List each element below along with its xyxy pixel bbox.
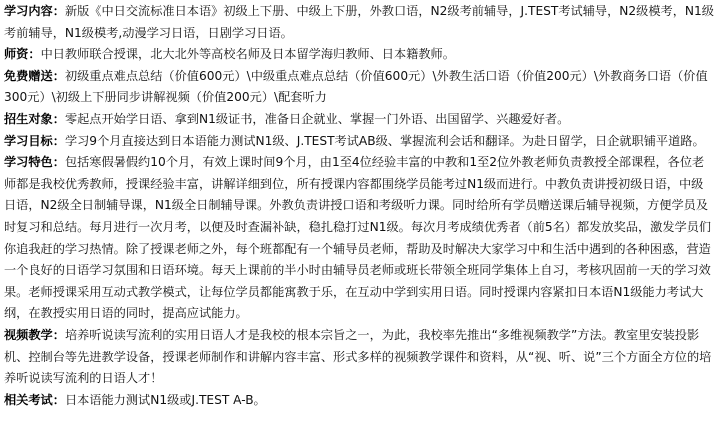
section-text: 中日教师联合授课，北大北外等高校名师及日本留学海归教师、日本籍教师。 — [40, 47, 455, 62]
section-label: 免费赠送： — [4, 68, 65, 83]
section-study-content — [4, 1, 715, 44]
section-text: 新版《中日交流标准日本语》初级上下册、中级上下册，外教口语，N2级考前辅导，J.TEST考试辅导，N2级模考，N1级考前辅导，N1级模考,动漫学习日语，日剧学习日语。 — [4, 4, 714, 40]
section-label: 师资： — [4, 47, 41, 62]
section-label: 相关考试： — [4, 392, 65, 407]
section-text: 日本语能力测试N1级或J.TEST A-B。 — [64, 392, 266, 407]
section-label: 学习特色： — [4, 155, 65, 170]
section-text: 培养听说读写流利的实用日语人才是我校的根本宗旨之一，为此，我校率先推出“多维视频教学”方法。教室里安装投影机、控制台等先进教学设备，授课老师制作和讲解内容丰富、形式多样的视频教学课件和资料，从“视、听、说”三个方面全方位的培养听说读写流利的日语人才！ — [4, 327, 712, 386]
section-label: 学习内容： — [4, 4, 65, 18]
section-text: 零起点开始学日语、拿到N1级证书，准备日企就业、掌握一门外语、出国留学、兴趣爱好者。 — [64, 111, 570, 126]
section-text: 初级重点难点总结（价值600元）\中级重点难点总结（价值600元）\外教生活口语（价值200元）\外教商务口语（价值300元）\初级上下册同步讲解视频（价值200元）\配套听力 — [4, 68, 708, 105]
section-target-students — [4, 109, 715, 131]
section-study-features — [4, 152, 715, 325]
section-label: 招生对象： — [4, 111, 65, 126]
section-study-goals — [4, 131, 715, 153]
section-label: 视频教学： — [4, 327, 65, 342]
section-related-exams — [4, 390, 715, 412]
section-free-gifts — [4, 66, 715, 109]
section-text: 学习9个月直接达到日本语能力测试N1级、J.TEST考试AB级、掌握流利会话和翻译。为赴日留学，日企就职铺平道路。 — [64, 133, 705, 148]
section-teachers — [4, 44, 715, 66]
section-label: 学习目标： — [4, 133, 65, 148]
section-video-teaching — [4, 325, 715, 390]
section-text: 包括寒假暑假约10个月，有效上课时间9个月，由1至4位经验丰富的中教和1至2位外教老师负责教授全部课程，各位老师都是我校优秀教师，授课经验丰富，讲解详细到位，所有授课内容都围绕学员能考过N1级而进行。中教负责讲授初级日语，中级日语，N2级全日制辅导课，N1级全日制辅导课。外教负责讲授口语和考级听力课。同时给所有学员赠送课后辅导视频，方便学员及时复习和总结。每月进行一次月考，以便及时查漏补缺，稳扎稳打过N1级。每次月考成绩优秀者（前5名）都发放奖品，激发学员们你追我赶的学习热情。除了授课老师之外，每个班都配有一个辅导员老师，帮助及时解决大家学习中和生活中遇到的各种困惑，营造一个良好的日语学习氛围和日语环境。每天上课前的半小时由辅导员老师或班长带领全班同学集体上自习，考核巩固前一天的学习效果。老师授课采用互动式教学模式，让每位学员都能寓教于乐，在互动中学到实用日语。同时授课内容紧扣日本语N1级能力考试大纲，在教授实用日语的同时，提高应试能力。 — [4, 155, 712, 321]
